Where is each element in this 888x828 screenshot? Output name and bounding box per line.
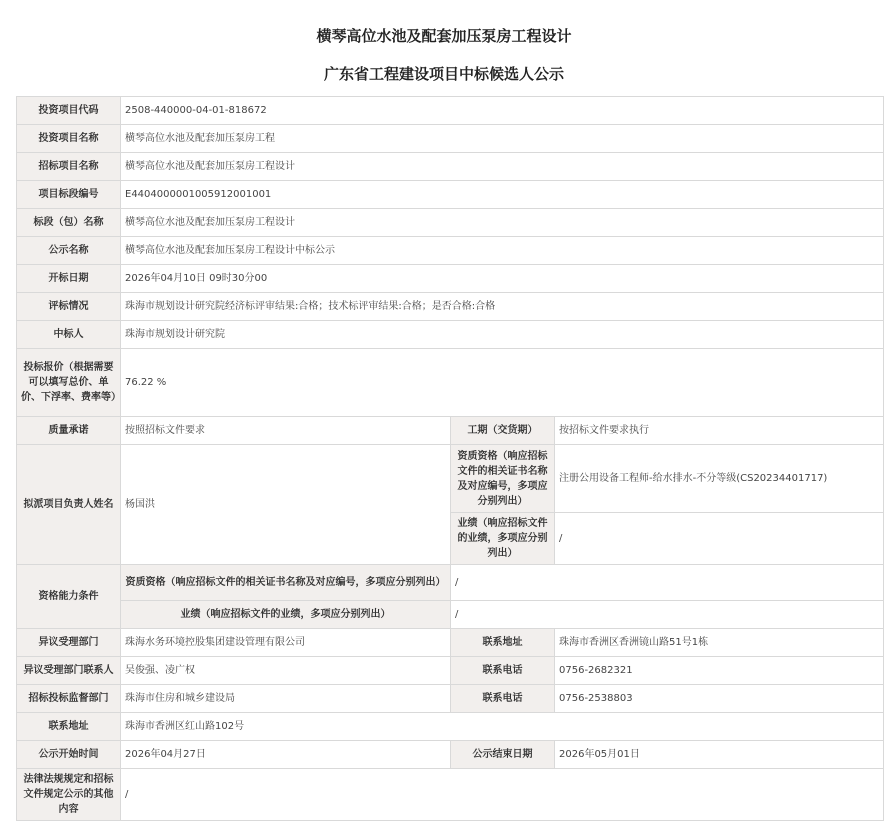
manager-qual-label: 资质资格（响应招标文件的相关证书名称及对应编号，多项应分别列出）	[451, 445, 555, 513]
page-subtitle: 广东省工程建设项目中标候选人公示	[323, 65, 564, 83]
objection-address-label: 联系地址	[451, 629, 555, 657]
table-row	[17, 125, 884, 153]
manager-qual-value: 注册公用设备工程师-给水排水-不分等级(CS20234401717)	[555, 445, 884, 513]
duration-value: 按招标文件要求执行	[555, 417, 884, 445]
table-row	[17, 97, 884, 125]
capability-label: 资格能力条件	[17, 565, 121, 629]
notice-end-label: 公示结束日期	[451, 741, 555, 769]
table-row	[17, 741, 884, 769]
section-name-label: 标段（包）名称	[17, 209, 121, 237]
manager-label: 拟派项目负责人姓名	[17, 445, 121, 565]
section-name-value: 横琴高位水池及配套加压泵房工程设计	[121, 209, 884, 237]
quality-label: 质量承诺	[17, 417, 121, 445]
capability-perf-label: 业绩（响应招标文件的业绩，多项应分别列出）	[121, 601, 451, 629]
notice-table	[16, 96, 884, 821]
manager-perf-label: 业绩（响应招标文件的业绩，多项应分别列出）	[451, 513, 555, 565]
objection-contact-label: 异议受理部门联系人	[17, 657, 121, 685]
bid-project-label: 招标项目名称	[17, 153, 121, 181]
objection-phone-label: 联系电话	[451, 657, 555, 685]
supervisor-phone-value: 0756-2538803	[555, 685, 884, 713]
evaluation-label: 评标情况	[17, 293, 121, 321]
bid-project-value: 横琴高位水池及配套加压泵房工程设计	[121, 153, 884, 181]
supervisor-phone-label: 联系电话	[451, 685, 555, 713]
objection-address-value: 珠海市香洲区香洲镜山路51号1栋	[555, 629, 884, 657]
bid-price-value: 76.22 %	[121, 349, 884, 417]
section-no-label: 项目标段编号	[17, 181, 121, 209]
objection-contact-value: 吴俊强、凌广权	[121, 657, 451, 685]
table-row	[17, 265, 884, 293]
table-row	[17, 293, 884, 321]
table-row	[17, 417, 884, 445]
table-row	[17, 237, 884, 265]
table-row	[17, 349, 884, 417]
table-row	[17, 713, 884, 741]
duration-label: 工期（交货期）	[451, 417, 555, 445]
winner-value: 珠海市规划设计研究院	[121, 321, 884, 349]
notice-end-value: 2026年05月01日	[555, 741, 884, 769]
manager-value: 杨国洪	[121, 445, 451, 565]
section-no-value: E4404000001005912001001	[121, 181, 884, 209]
quality-value: 按照招标文件要求	[121, 417, 451, 445]
winner-label: 中标人	[17, 321, 121, 349]
other-value: /	[121, 769, 884, 821]
notice-name-label: 公示名称	[17, 237, 121, 265]
evaluation-value: 珠海市规划设计研究院经济标评审结果:合格；技术标评审结果:合格；是否合格:合格	[121, 293, 884, 321]
table-row	[17, 629, 884, 657]
capability-perf-value: /	[451, 601, 884, 629]
table-row	[17, 321, 884, 349]
address-label: 联系地址	[17, 713, 121, 741]
invest-code-value: 2508-440000-04-01-818672	[121, 97, 884, 125]
manager-perf-value: /	[555, 513, 884, 565]
notice-start-label: 公示开始时间	[17, 741, 121, 769]
open-date-value: 2026年04月10日 09时30分00	[121, 265, 884, 293]
table-row	[17, 769, 884, 821]
supervisor-value: 珠海市住房和城乡建设局	[121, 685, 451, 713]
capability-qual-value: /	[451, 565, 884, 601]
capability-qual-label: 资质资格（响应招标文件的相关证书名称及对应编号，多项应分别列出）	[121, 565, 451, 601]
bid-price-label: 投标报价（根据需要可以填写总价、单价、下浮率、费率等）	[17, 349, 121, 417]
notice-name-value: 横琴高位水池及配套加压泵房工程设计中标公示	[121, 237, 884, 265]
notice-start-value: 2026年04月27日	[121, 741, 451, 769]
table-row	[17, 657, 884, 685]
table-row	[17, 565, 884, 601]
other-label: 法律法规规定和招标文件规定公示的其他内容	[17, 769, 121, 821]
table-row	[17, 685, 884, 713]
invest-name-value: 横琴高位水池及配套加压泵房工程	[121, 125, 884, 153]
table-row	[17, 601, 884, 629]
table-row	[17, 445, 884, 513]
objection-phone-value: 0756-2682321	[555, 657, 884, 685]
invest-code-label: 投资项目代码	[17, 97, 121, 125]
objection-dept-label: 异议受理部门	[17, 629, 121, 657]
table-row	[17, 181, 884, 209]
objection-dept-value: 珠海水务环境控股集团建设管理有限公司	[121, 629, 451, 657]
supervisor-label: 招标投标监督部门	[17, 685, 121, 713]
open-date-label: 开标日期	[17, 265, 121, 293]
address-value: 珠海市香洲区红山路102号	[121, 713, 884, 741]
table-row	[17, 209, 884, 237]
invest-name-label: 投资项目名称	[17, 125, 121, 153]
page-title: 横琴高位水池及配套加压泵房工程设计	[316, 27, 572, 45]
table-row	[17, 153, 884, 181]
